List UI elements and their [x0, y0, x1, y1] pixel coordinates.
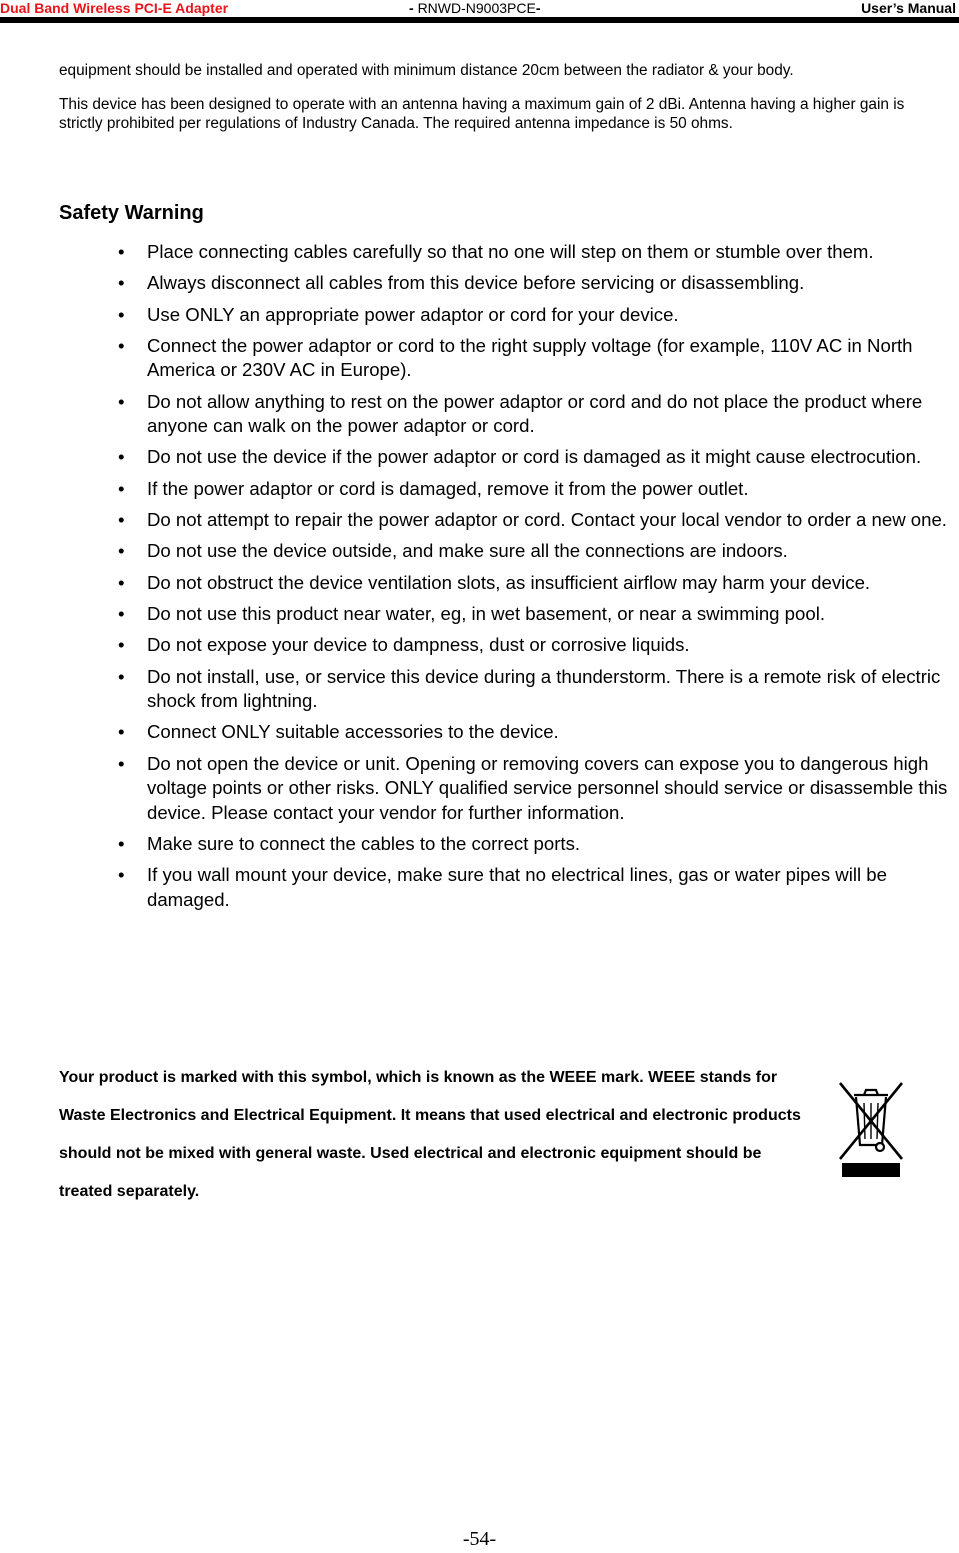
safety-warning-text: Always disconnect all cables from this device before servicing or disassembling. — [147, 272, 805, 294]
distance-paragraph: equipment should be installed and operated with minimum distance 20cm between the radiator & your body. — [59, 62, 794, 79]
model-code: RNWD-N9003PCE — [417, 0, 536, 16]
bullet-point: • — [118, 864, 125, 886]
safety-warning-text: Use ONLY an appropriate power adaptor or cord for your device. — [147, 303, 679, 325]
safety-warning-text: Do not use the device if the power adaptor or cord is damaged as it might cause electrocution. — [147, 446, 922, 468]
safety-warning-heading: Safety Warning — [59, 202, 204, 224]
safety-warning-item — [0, 602, 959, 627]
bullet-point: • — [118, 272, 125, 294]
model-prefix: - — [409, 0, 418, 16]
safety-warning-item — [0, 445, 959, 470]
bullet-point: • — [118, 540, 125, 562]
bullet-point: • — [118, 241, 125, 262]
safety-warning-text: Do not open the device or unit. Opening or removing covers can expose you to dangerous high voltage points or other risks. ONLY qualified service personnel should service or disassemble this device. Please contact your vendor for further information. — [147, 752, 948, 823]
weee-paragraph: Your product is marked with this symbol, which is known as the WEEE mark. WEEE stands for Waste Electronics and Electrical Equipment. It means that used electrical and electronic products should not be mixed with general waste. Used electrical and electronic equipment should be treated separately. — [59, 1069, 801, 1200]
safety-warning-item — [0, 752, 959, 826]
safety-warning-text: Connect the power adaptor or cord to the right supply voltage (for example, 110V AC in North America or 230V AC in Europe). — [147, 334, 913, 381]
bullet-point: • — [118, 303, 125, 325]
header-rule — [0, 17, 959, 23]
safety-warning-item — [0, 303, 959, 328]
safety-warning-item — [0, 334, 959, 383]
safety-warning-text: Do not use this product near water, eg, in wet basement, or near a swimming pool. — [147, 602, 825, 624]
page-header — [0, 0, 959, 18]
safety-warning-item — [0, 539, 959, 564]
manual-title: User’s Manual — [861, 0, 956, 16]
model-number — [409, 0, 540, 16]
safety-warning-item — [0, 720, 959, 745]
safety-warning-text: Connect ONLY suitable accessories to the device. — [147, 721, 559, 743]
safety-warning-text: Do not install, use, or service this device during a thunderstorm. There is a remote risk of electric shock from lightning. — [147, 665, 941, 712]
safety-warning-item — [0, 665, 959, 714]
bullet-point: • — [118, 602, 125, 624]
safety-warning-text: Make sure to connect the cables to the correct ports. — [147, 832, 581, 854]
bullet-point: • — [118, 832, 125, 854]
safety-warning-item — [0, 390, 959, 439]
safety-warning-list — [0, 240, 959, 919]
bullet-point: • — [118, 446, 125, 468]
safety-warning-item — [0, 477, 959, 502]
safety-warning-item — [0, 271, 959, 296]
antenna-paragraph: This device has been designed to operate with an antenna having a maximum gain of 2 dBi. Antenna having a higher gain is strictly prohibited per regulations of Industry Canada. The required antenna impedance is 50 ohms. — [59, 96, 905, 132]
safety-warning-text: Do not allow anything to rest on the power adaptor or cord and do not place the product where anyone can walk on the power adaptor or cord. — [147, 390, 923, 437]
product-name: Dual Band Wireless PCI-E Adapter — [0, 0, 229, 16]
safety-warning-text: If the power adaptor or cord is damaged, remove it from the power outlet. — [147, 477, 749, 499]
safety-warning-item — [0, 240, 959, 265]
safety-warning-text: Place connecting cables carefully so that no one will step on them or stumble over them. — [147, 241, 874, 262]
safety-warning-item — [0, 571, 959, 596]
safety-warning-item — [0, 863, 959, 912]
bullet-point: • — [118, 390, 125, 412]
bullet-point: • — [118, 665, 125, 687]
safety-warning-text: Do not use the device outside, and make sure all the connections are indoors. — [147, 540, 788, 562]
bullet-point: • — [118, 752, 125, 774]
safety-warning-item — [0, 508, 959, 533]
bullet-point: • — [118, 477, 125, 499]
page-number: -54- — [462, 1528, 497, 1550]
bullet-point: • — [118, 571, 125, 593]
bullet-point: • — [118, 721, 125, 743]
safety-warning-text: If you wall mount your device, make sure that no electrical lines, gas or water pipes will be damaged. — [147, 864, 887, 910]
safety-warning-text: Do not attempt to repair the power adaptor or cord. Contact your local vendor to order a new one. — [147, 509, 947, 531]
safety-warning-item — [0, 633, 959, 658]
weee-bin-icon — [836, 1075, 906, 1179]
safety-warning-text: Do not obstruct the device ventilation slots, as insufficient airflow may harm your device. — [147, 571, 871, 593]
bullet-point: • — [118, 509, 125, 531]
bullet-point: • — [118, 634, 125, 656]
safety-warning-text: Do not expose your device to dampness, dust or corrosive liquids. — [147, 634, 690, 656]
bullet-point: • — [118, 334, 125, 356]
safety-warning-item — [0, 832, 959, 857]
model-suffix: - — [535, 0, 541, 16]
